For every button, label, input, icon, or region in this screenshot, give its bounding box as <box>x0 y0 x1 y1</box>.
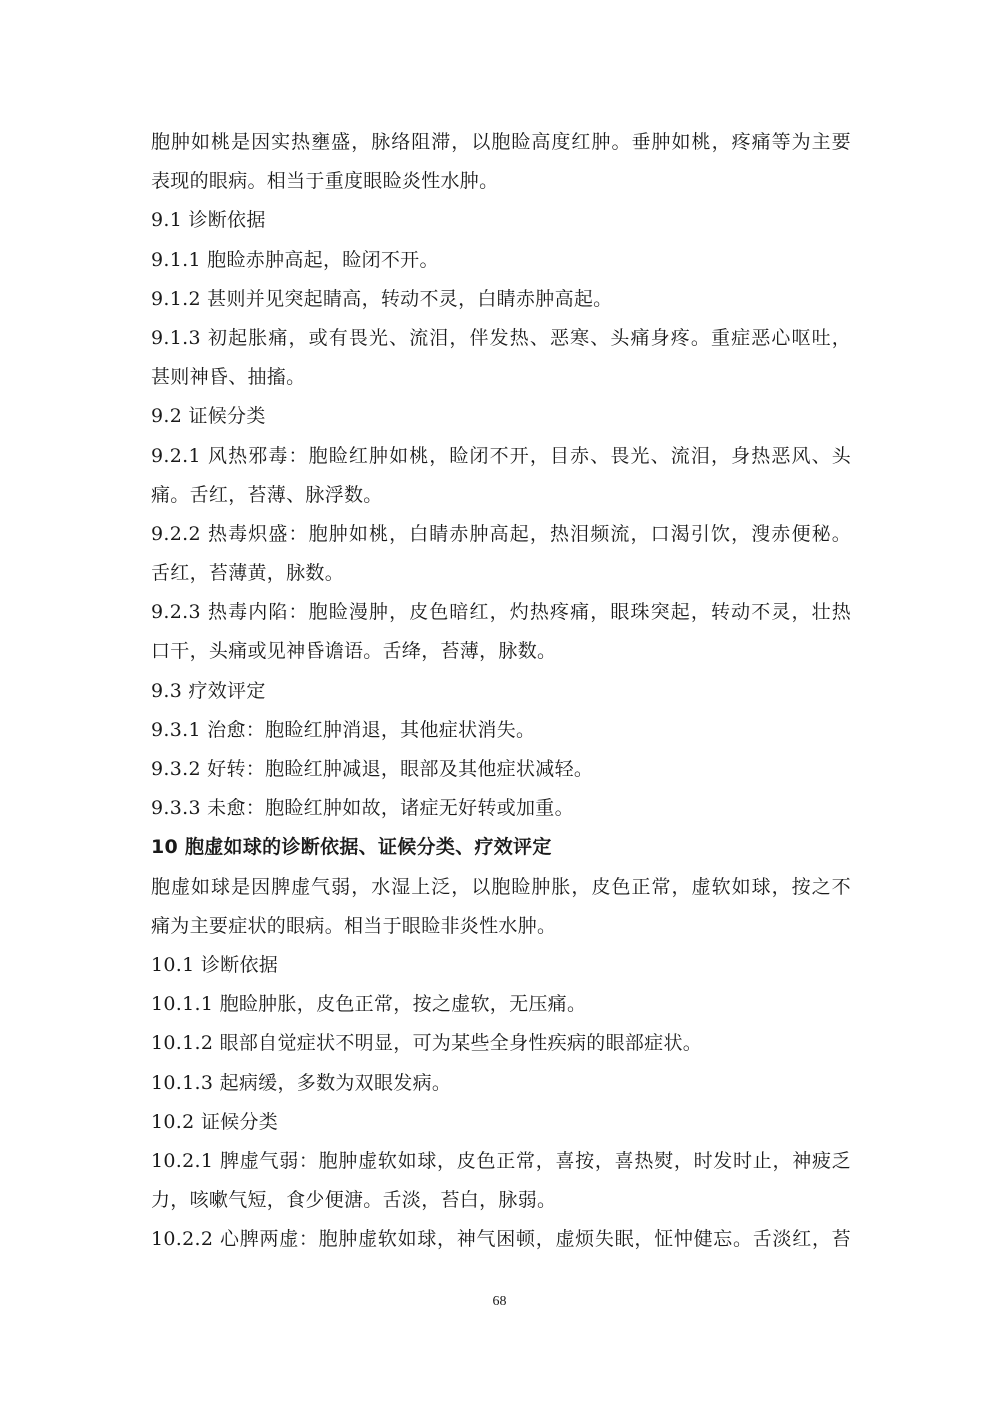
paragraph-line: 力，咳嗽气短，食少便溏。舌淡，苔白，脉弱。 <box>151 1189 557 1212</box>
paragraph-line: 胞虚如球是因脾虚气弱，水湿上泛，以胞睑肿胀，皮色正常，虚软如球，按之不 <box>151 875 851 898</box>
list-item: 10.2.2 心脾两虚：胞肿虚软如球，神气困顿，虚烦失眠，怔忡健忘。舌淡红，苔 <box>151 1228 851 1251</box>
section-heading: 9.2 证候分类 <box>151 405 266 428</box>
list-item: 10.1.2 眼部自觉症状不明显，可为某些全身性疾病的眼部症状。 <box>151 1032 703 1055</box>
list-item: 9.2.1 风热邪毒：胞睑红肿如桃，睑闭不开，目赤、畏光、流泪，身热恶风、头 <box>151 444 851 467</box>
chapter-heading: 10 胞虚如球的诊断依据、证候分类、疗效评定 <box>151 836 552 859</box>
paragraph-line: 口干，头痛或见神昏谵语。舌绛，苔薄，脉数。 <box>151 640 557 663</box>
paragraph-line: 舌红，苔薄黄，脉数。 <box>151 562 345 585</box>
list-item: 9.1.2 甚则并见突起睛高，转动不灵，白睛赤肿高起。 <box>151 287 613 310</box>
list-item: 10.2.1 脾虚气弱：胞肿虚软如球，皮色正常，喜按，喜热熨，时发时止，神疲乏 <box>151 1149 851 1172</box>
paragraph-line: 甚则神昏、抽搐。 <box>151 366 306 389</box>
paragraph-line: 胞肿如桃是因实热壅盛，脉络阻滞，以胞睑高度红肿。垂肿如桃，疼痛等为主要 <box>151 131 851 153</box>
list-item: 9.2.3 热毒内陷：胞睑漫肿，皮色暗红，灼热疼痛，眼珠突起，转动不灵，壮热 <box>151 601 851 624</box>
page-number: 68 <box>492 1294 507 1309</box>
paragraph-line: 痛。舌红，苔薄、脉浮数。 <box>151 483 383 506</box>
list-item: 10.1.1 胞睑肿胀，皮色正常，按之虚软，无压痛。 <box>151 993 587 1016</box>
list-item: 9.2.2 热毒炽盛：胞肿如桃，白睛赤肿高起，热泪频流，口渴引饮，溲赤便秘。 <box>151 522 851 545</box>
section-heading: 10.1 诊断依据 <box>151 953 279 976</box>
paragraph-line: 痛为主要症状的眼病。相当于眼睑非炎性水肿。 <box>151 914 557 937</box>
list-item: 9.1.1 胞睑赤肿高起，睑闭不开。 <box>151 248 439 271</box>
list-item: 9.3.3 未愈：胞睑红肿如故，诸症无好转或加重。 <box>151 797 574 820</box>
paragraph-line: 表现的眼病。相当于重度眼睑炎性水肿。 <box>151 170 499 193</box>
list-item: 9.3.2 好转：胞睑红肿减退，眼部及其他症状减轻。 <box>151 758 594 780</box>
list-item: 9.1.3 初起胀痛，或有畏光、流泪，伴发热、恶寒、头痛身疼。重症恶心呕吐， <box>151 326 851 349</box>
section-heading: 9.1 诊断依据 <box>151 209 266 232</box>
list-item: 9.3.1 治愈：胞睑红肿消退，其他症状消失。 <box>151 718 536 741</box>
section-heading: 10.2 证候分类 <box>151 1110 279 1133</box>
document-body <box>151 123 851 1259</box>
section-heading: 9.3 疗效评定 <box>151 679 266 702</box>
list-item: 10.1.3 起病缓，多数为双眼发病。 <box>151 1071 452 1094</box>
